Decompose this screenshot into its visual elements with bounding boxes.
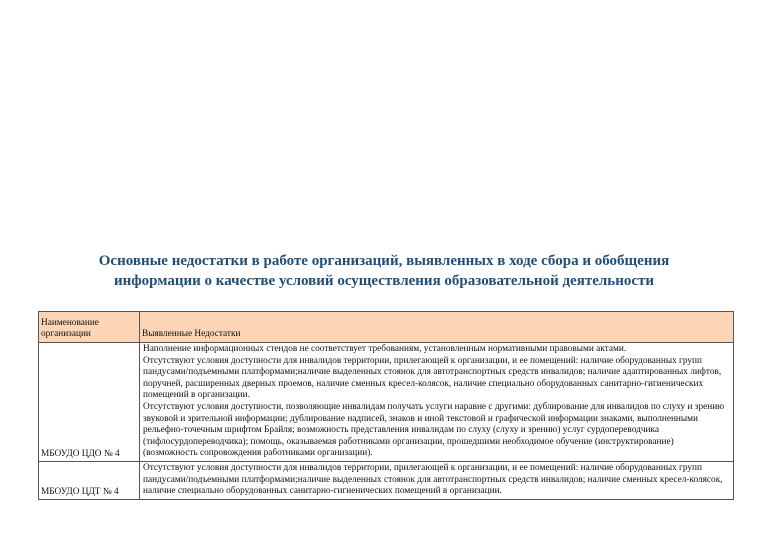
details-paragraph: Наполнение информационных стендов не соответствует требованиям, установленным нормативными правовыми актами. bbox=[143, 344, 627, 354]
deficiencies-table bbox=[38, 311, 734, 500]
header-details-cell: Выявленные Недостатки bbox=[140, 312, 734, 343]
title-line: Основные недостатки в работе организаций, выявленных в ходе сбора и обобщения bbox=[98, 253, 670, 269]
org-name-cell: МБОУДО ЦДТ № 4 bbox=[39, 461, 140, 499]
table-row bbox=[39, 343, 734, 462]
table-row bbox=[39, 461, 734, 499]
details-paragraph: Отсутствуют условия доступности, позволяющие инвалидам получать услуги наравне с другими: дублирование для инвалидов по слуху и зрению звуковой и зрительной информации; дублирование надписей, знаков и иной текстовой и графической информации знаками, выполненными рельефно-точечным шрифтом Брайля; возможность представления инвалидам по слуху (слуху и зрению) услуг сурдопереводчика (тифлосурдопереводчика); помощь, оказываемая работниками организации, прошедшими необходимое обучение (инструктирование) (возможность сопровождения работниками организации). bbox=[143, 401, 725, 459]
details-paragraph: Отсутствуют условия доступности для инвалидов территории, прилегающей к организации, и ее помещений: наличие оборудованных групп пандусами/подъемными платформами;наличие выделенных стоянок для автотранспортных средств инвалидов; наличие сменных кресел-колясок, наличие специально оборудованных санитарно-гигиенических помещений в организации. bbox=[143, 462, 723, 497]
page-title bbox=[40, 251, 728, 291]
details-cell bbox=[140, 343, 734, 462]
org-name-cell: МБОУДО ЦДО № 4 bbox=[39, 343, 140, 462]
details-cell bbox=[140, 461, 734, 499]
title-line: информации о качестве условий осуществления образовательной деятельности bbox=[113, 273, 655, 289]
table-header-row bbox=[39, 312, 734, 343]
details-paragraph: Отсутствуют условия доступности для инвалидов территории, прилегающей к организации, и ее помещений: наличие оборудованных групп пандусами/подъемными платформами;наличие выделенных стоянок для автотранспортных средств инвалидов; наличие адаптированных лифтов, поручней, расширенных дверных проемов, наличие сменных кресел-колясок, наличие специально оборудованных санитарно-гигиенических помещений в организации. bbox=[143, 355, 722, 401]
header-org-cell: Наименование организации bbox=[39, 312, 140, 343]
